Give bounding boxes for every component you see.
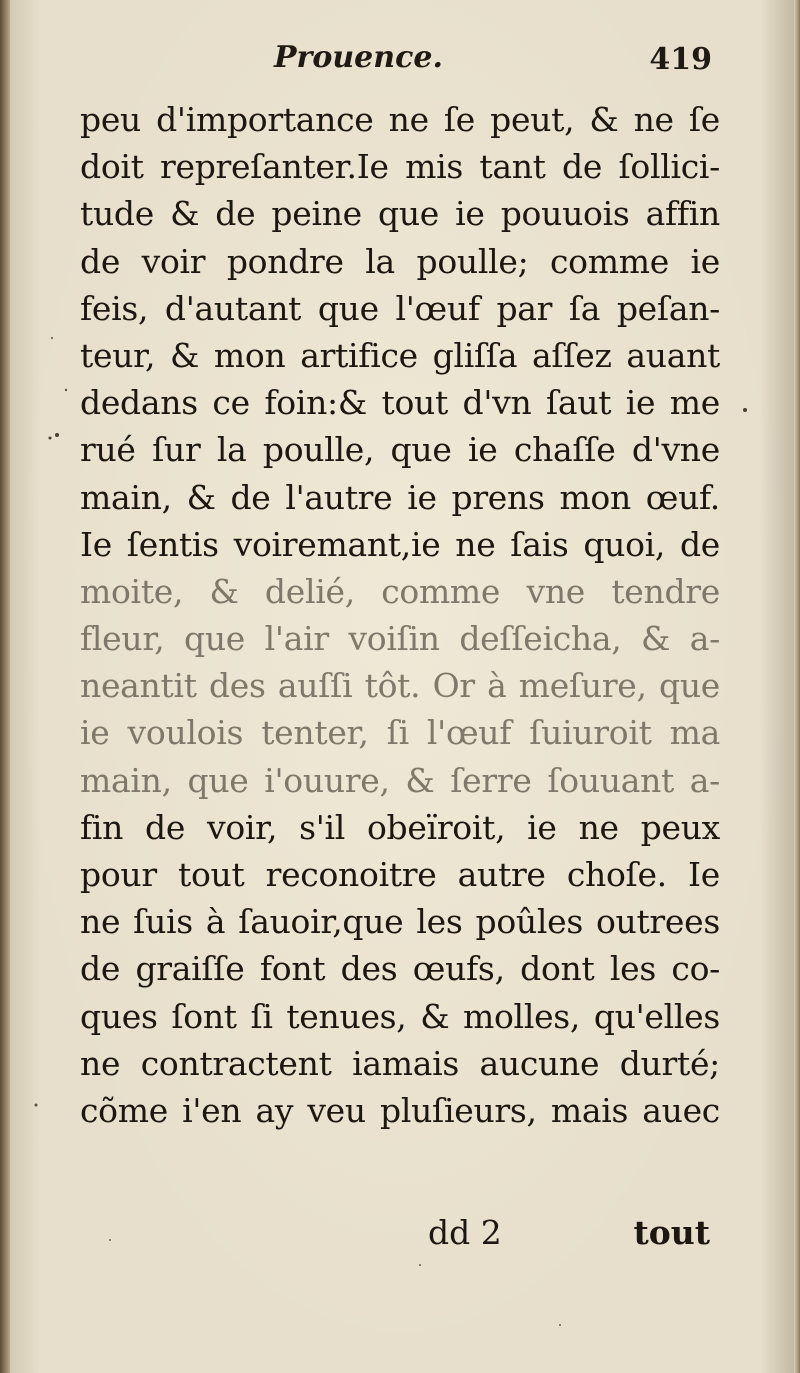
text-line: Ie ſentis voiremant,ie ne ſais quoi, de	[80, 524, 720, 564]
text-line: fin de voir, s'il obeïroit, ie ne peux	[80, 807, 720, 847]
text-line: de voir pondre la poulle; comme ie	[80, 241, 720, 281]
text-line: ne contractent iamais aucune durté;	[80, 1043, 720, 1083]
text-line: moite, & delié, comme vne tendre	[80, 571, 720, 611]
text-line: neantit des auſſi tôt. Or à meſure, que	[80, 666, 720, 706]
page-edge	[794, 0, 800, 1373]
binding-gutter	[0, 0, 10, 1373]
body-text	[80, 96, 720, 1134]
text-line: cõme i'en ay veu pluſieurs, mais auec	[80, 1090, 720, 1130]
text-line: ques ſont ſi tenues, & molles, qu'elles	[80, 996, 720, 1036]
signature-mark: dd 2	[428, 1213, 502, 1252]
page-number: 419	[649, 42, 712, 77]
text-line: pour tout reconoitre autre choſe. Ie	[80, 855, 720, 894]
page-header	[84, 40, 724, 94]
text-line: tude & de peine que ie pouuois affin	[80, 194, 720, 234]
text-line: teur, & mon artifice gliſſa aſſez auant	[80, 335, 720, 375]
text-line: dedans ce foin:& tout d'vn ſaut ie me	[80, 383, 720, 423]
text-line: rué ſur la poulle, que ie chaſſe d'vne	[80, 430, 720, 470]
text-line: ne ſuis à ſauoir,que les poûles outrees	[80, 902, 720, 942]
catchword: tout	[633, 1213, 710, 1252]
text-line: de graiſſe font des œufs, dont les co-	[80, 949, 720, 989]
text-line: ie voulois tenter, ſi l'œuf ſuiuroit ma	[80, 713, 720, 753]
text-line: feis, d'autant que l'œuf par ſa peſan-	[80, 288, 720, 328]
text-line: peu d'importance ne ſe peut, & ne ſe	[80, 100, 720, 139]
text-line: main, & de l'autre ie prens mon œuf.	[80, 477, 720, 517]
catchline	[80, 1213, 720, 1261]
running-head: Prouence.	[274, 40, 443, 75]
text-line: fleur, que l'air voiſin deſſeicha, & a-	[80, 619, 720, 659]
text-line: doit repreſanter.Ie mis tant de ſollici-	[80, 147, 720, 187]
text-line: main, que i'ouure, & ſerre ſouuant a-	[80, 760, 720, 800]
